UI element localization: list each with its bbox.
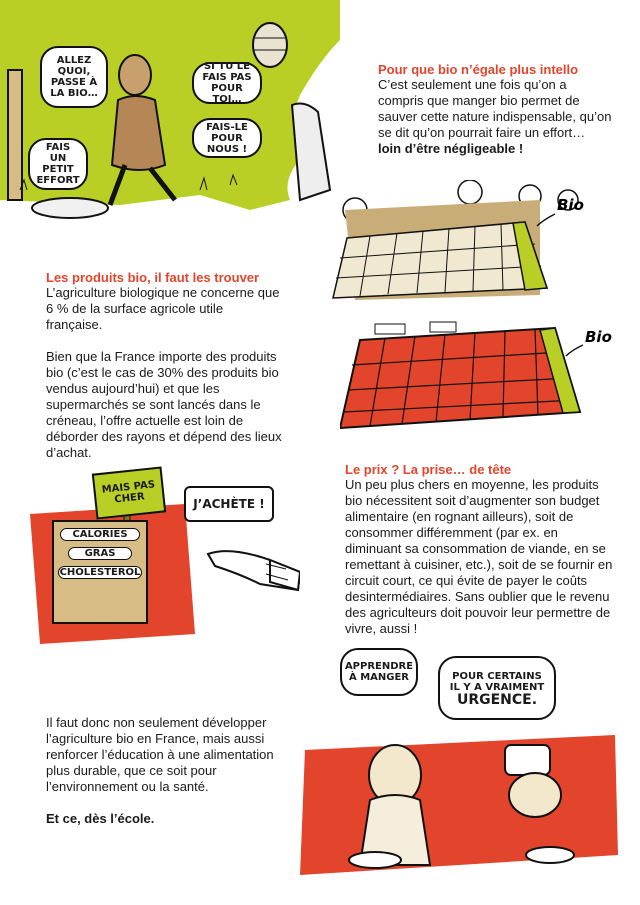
section-trouver-p2: Bien que la France importe des produits bio (c’est le cas de 30% des produits bio vendus aujourd’hui) et que les supermarchés se sont lancés dans le créneau, l’offre actuelle est loin de déborder des rayons et dépend des lieux d’achat.	[46, 349, 282, 460]
fields-illustration	[325, 180, 615, 305]
section-intello-text: C’est seulement une fois qu’on a compris que manger bio permet de sauver cette nature indispensable, qu’on se dit qu’on pourrait faire un effort…	[378, 77, 612, 140]
comic-children-table	[300, 735, 620, 900]
section-intello-title: Pour que bio n’égale plus intello	[378, 62, 579, 77]
cereal-box	[52, 520, 148, 624]
cereal-box-gras: GRAS	[68, 547, 132, 560]
section-intello-bold: loin d’être négligeable !	[378, 141, 524, 156]
section-prix-title: Le prix ? La prise… de tête	[345, 462, 512, 477]
bio-label-top: Bio	[557, 196, 584, 214]
section-conclusion-bold: Et ce, dès l’école.	[46, 811, 155, 826]
supermarket-shelf-illustration	[340, 320, 615, 435]
section-intello	[378, 62, 614, 157]
section-prix-text: Un peu plus chers en moyenne, les produits bio nécessitent soit d’augmenter son budget alimentaire (en rognant ailleurs), soit de consommer différemment (par ex. en diminuant sa consommation de viande, en se remettant à cuisiner, etc.), soit de se fournir en circuit court, ce qui évite de payer le coûts desintermédiaires. Sans oublier que le revenu des agriculteurs doit pouvoir leur permettre de vivre, aussi !	[345, 477, 613, 636]
speech-bubble-passe-a-la-bio: ALLEZ QUOI, PASSE À LA BIO…	[40, 46, 108, 108]
section-trouver-title: Les produits bio, il faut les trouver	[46, 270, 260, 285]
comic-forest-scene	[0, 0, 345, 225]
section-conclusion-text: Il faut donc non seulement développer l’agriculture bio en France, mais aussi renforcer l’éducation à une alimentation plus durable, que ce soit pour l’environnement ou la santé.	[46, 715, 274, 794]
speech-bubble-pour-toi: SI TU LE FAIS PAS POUR TOI…	[192, 62, 262, 104]
speech-bubble-pour-nous: FAIS-LE POUR NOUS !	[192, 118, 262, 158]
cereal-box-cholesterol: CHOLESTEROL	[59, 567, 141, 578]
section-trouver	[46, 270, 282, 461]
sign-pas-cher: MAIS PAS CHER	[92, 466, 166, 519]
section-trouver-p1: L’agriculture biologique ne concerne que 6 % de la surface agricole utile française.	[46, 285, 280, 332]
bio-label-bottom: Bio	[585, 328, 612, 346]
speech-bubble-apprendre: APPRENDRE À MANGER	[340, 648, 418, 696]
speech-bubble-jachete: J’ACHÈTE !	[184, 486, 274, 522]
speech-bubble-urgence: POUR CERTAINS IL Y A VRAIMENT URGENCE.	[438, 656, 556, 720]
cereal-box-calories: CALORIES	[60, 528, 140, 541]
section-conclusion	[46, 715, 292, 827]
speech-bubble-petit-effort: FAIS UN PETIT EFFORT	[28, 138, 88, 190]
section-prix	[345, 462, 617, 637]
